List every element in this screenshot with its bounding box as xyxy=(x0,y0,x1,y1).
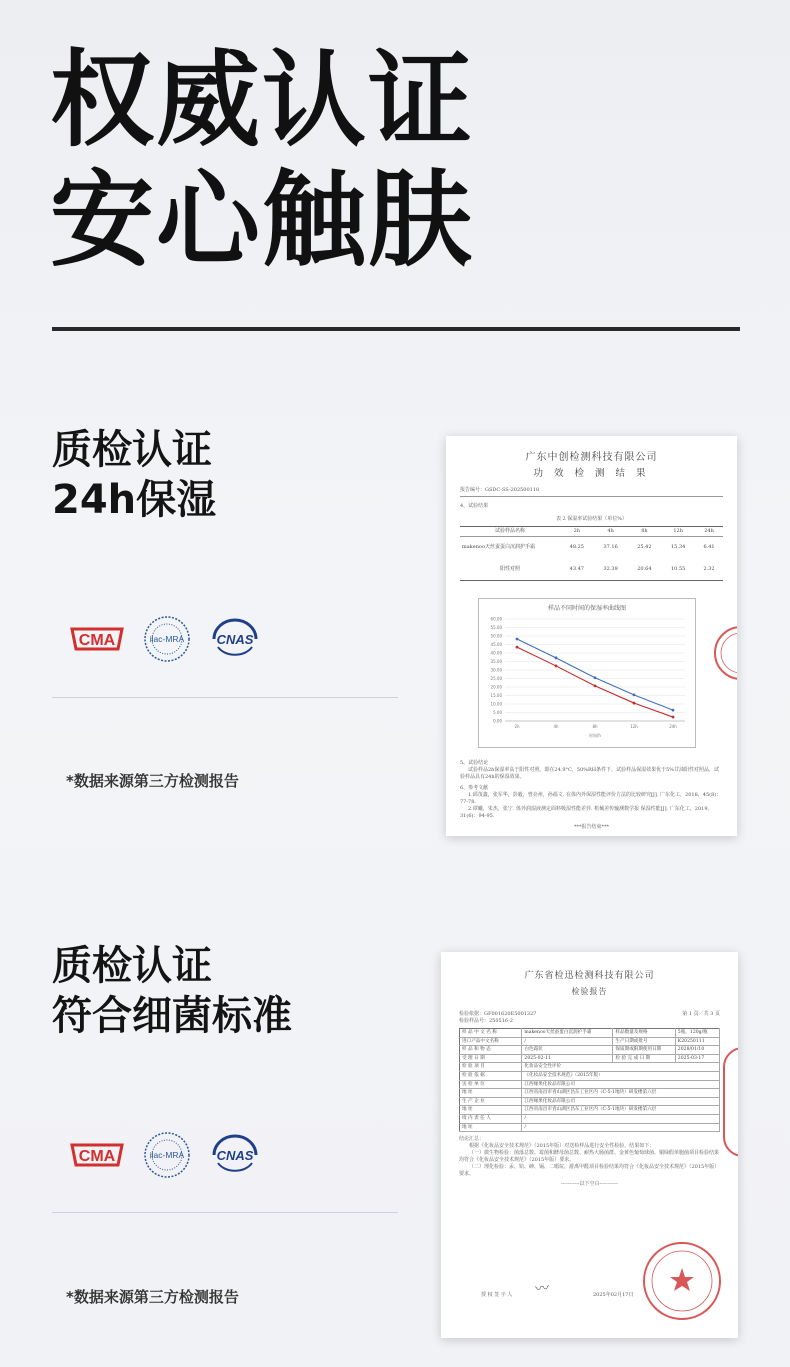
table-cell: 保质期或限期使用日期 xyxy=(613,1046,675,1055)
report1-table-title: 表 2 保湿率试验结果（单位%） xyxy=(555,516,628,522)
chart-data-point xyxy=(672,709,675,712)
chart-data-point xyxy=(594,676,597,679)
table-cell: 48.25 xyxy=(569,544,584,550)
table-cell: 样 品 中 文 名 称 xyxy=(460,1029,522,1038)
chart-x-axis-label: 时间/h xyxy=(589,733,601,738)
moisture-report-document xyxy=(446,436,737,836)
section1-title-1: 质检认证 xyxy=(52,427,212,473)
table-row xyxy=(460,558,723,580)
report2-result-3: （二）理化检验：汞、铅、砷、镉、二噁烷、游离甲醛项目检验结果均符合《化妆品安全技术规范》（2015年版）要求。 xyxy=(459,1164,720,1178)
table-cell: 20.64 xyxy=(637,565,652,572)
table-row xyxy=(460,1037,720,1046)
table-cell: 25.42 xyxy=(637,544,652,550)
table-cell: 受 理 日 期 xyxy=(460,1054,522,1063)
chart-series-line xyxy=(517,639,673,710)
cert-logos xyxy=(68,1130,262,1180)
ilac-mra-logo-icon xyxy=(142,614,192,664)
chart-y-tick-label: 0.00 xyxy=(493,718,502,724)
hero-line-1: 权威认证 xyxy=(50,39,475,161)
signature-icon: 〰 xyxy=(534,1280,550,1298)
chart-y-tick-label: 30.00 xyxy=(490,667,502,673)
section2-title-1: 质检认证 xyxy=(52,943,212,989)
table-cell: 江西缘果化妆品有限公司 xyxy=(522,1080,720,1089)
table-header-cell: 12h xyxy=(673,528,683,534)
table-cell: 地 址 xyxy=(460,1089,522,1098)
report1-conclusion: 试验样品2h保湿率高于阳性对照。即在24.9°C，50%RH条件下，试验样品保湿效果优于5%甘油阳性对照品，试验样品具有24h的保湿效果。 xyxy=(460,767,720,780)
table-cell: 2025-03-17 xyxy=(675,1054,719,1063)
table-cell: / xyxy=(522,1123,720,1132)
chart-y-tick-label: 25.00 xyxy=(490,676,502,681)
chart-x-tick-label: 12h xyxy=(630,724,638,729)
svg-text:CNAS: CNAS xyxy=(216,632,254,647)
chart-y-tick-label: 40.00 xyxy=(490,650,502,656)
table-cell: 江西省南昌市青山湖区昌东工业区内（C-5-1地块）研发楼第六层 xyxy=(522,1106,720,1115)
chart-data-point xyxy=(516,646,519,649)
hero-divider xyxy=(52,327,740,331)
table-row xyxy=(460,1123,720,1132)
report2-date: 2025年02月17日 xyxy=(593,1292,634,1298)
table-row xyxy=(460,1080,720,1089)
report1-section4: 4、试验结果 xyxy=(460,503,489,509)
table-cell: 32.39 xyxy=(603,565,618,572)
table-cell: 地 址 xyxy=(460,1106,522,1115)
stamp-star-icon xyxy=(647,1246,717,1316)
table-cell: 江西缘果化妆品有限公司 xyxy=(522,1097,720,1106)
table-cell: 样品数量及规格 xyxy=(613,1029,675,1038)
chart-data-point xyxy=(633,702,636,705)
table-header-cell: 24h xyxy=(704,528,714,534)
table-cell: 进口产品中文名称 xyxy=(460,1037,522,1046)
cnas-logo-icon xyxy=(208,617,262,661)
chart-y-tick-label: 5.00 xyxy=(493,710,502,715)
table-cell: 白色霜状 xyxy=(522,1046,613,1055)
report2-subtitle: 检验报告 xyxy=(571,987,608,996)
section1-title-2: 24h保湿 xyxy=(52,477,217,523)
table-cell: 检 验 依 据 xyxy=(460,1071,522,1080)
report1-subtitle: 功 效 检 测 结 果 xyxy=(533,468,650,479)
table-row xyxy=(460,1046,720,1055)
table-cell: 生 产 企 业 xyxy=(460,1097,522,1106)
report1-company: 广东中创检测科技有限公司 xyxy=(525,452,658,463)
table-header-cell: 2h xyxy=(573,528,581,534)
report2-info-table xyxy=(459,1028,720,1132)
report2-page: 第 1 页／共 3 页 xyxy=(682,1011,720,1017)
report2-blank: -----------以下空白----------- xyxy=(560,1181,619,1188)
report1-end: ***报告结束*** xyxy=(573,824,609,830)
moisture-chart xyxy=(478,598,696,748)
section1-divider xyxy=(52,697,398,698)
table-cell: 样 品 和 物 态 xyxy=(460,1046,522,1055)
report2-side-stamp xyxy=(723,1047,738,1157)
chart-y-tick-label: 10.00 xyxy=(490,701,502,707)
chart-y-tick-label: 50.00 xyxy=(490,633,502,639)
report1-ref-2: 2.谭曦，朱杰，张宁. 体外润湿液测定面料吸湿性能差异. 机械差传输测数学报 保湿性能[J]. 广东化工，2019，31(6)：94-95. xyxy=(460,806,713,819)
report2-company: 广东省检迅检测科技有限公司 xyxy=(524,971,655,981)
table-cell: 6.41 xyxy=(703,544,715,550)
report1-stamp xyxy=(714,626,737,680)
svg-text:ilac-MRA: ilac-MRA xyxy=(149,634,185,644)
table-cell: 10.55 xyxy=(671,565,686,572)
report2-stamp xyxy=(643,1242,721,1320)
report2-result-2: （一）微生物检验：菌落总数、霉菌和酵母菌总数、耐热大肠菌群、金黄色葡萄球菌、铜绿假单胞菌项目检验结果均符合《化妆品安全技术规范》（2015年版）要求。 xyxy=(459,1150,720,1164)
report1-ref-1: 1.邱茂鑫，张军华，彭毅，曾亮州，孙福文. 在体内外保湿性能评价方法的比较研究[J]. 广东化工，2018，45(8)：77-78. xyxy=(460,792,722,805)
table-header-cell: 8h xyxy=(641,528,648,534)
table-row xyxy=(460,1097,720,1106)
table-cell: 37.16 xyxy=(603,544,618,550)
chart-y-tick-label: 20.00 xyxy=(490,684,502,690)
table-row xyxy=(460,1063,720,1072)
table-cell: 2028/01/10 xyxy=(675,1046,719,1055)
table-cell: 送 检 单 位 xyxy=(460,1080,522,1089)
table-row xyxy=(460,1106,720,1115)
table-cell: 生产日期或批号 xyxy=(613,1037,675,1046)
chart-title: 样品不同时间的保湿率曲线图 xyxy=(547,605,626,612)
chart-data-point xyxy=(594,685,597,688)
cnas-logo-icon xyxy=(208,1133,262,1177)
hero-title xyxy=(50,40,474,280)
table-cell: 地 址 xyxy=(460,1123,522,1132)
report2-sample-no: 检验样品号：250516-2 xyxy=(459,1018,513,1024)
table-cell: 《化妆品安全技术规范》（2015年版） xyxy=(522,1071,720,1080)
table-cell: 阳性对照 xyxy=(499,565,520,572)
report1-ref-head: 6、参考文献 xyxy=(460,785,489,791)
table-cell: 检 验 完 成 日 期 xyxy=(613,1054,675,1063)
chart-y-tick-label: 55.00 xyxy=(490,625,502,630)
table-header-cell: 4h xyxy=(607,528,614,534)
chart-y-tick-label: 60.00 xyxy=(490,616,502,622)
report1-number: 报告编号：GSDC-SS-202500118 xyxy=(460,487,723,497)
chart-data-point xyxy=(516,638,519,641)
report1-conclusion-head: 5、试验结论 xyxy=(460,760,489,766)
report2-signer: 授 权 签 字 人 xyxy=(481,1292,513,1298)
table-cell: makenoo天丝蚕蛋白沉润护手霜 xyxy=(462,544,535,550)
report2-result-head: 结论汇总： xyxy=(459,1136,485,1143)
svg-text:CNAS: CNAS xyxy=(216,1148,254,1163)
cma-logo-icon xyxy=(68,1141,126,1169)
chart-x-tick-label: 2h xyxy=(514,724,520,729)
table-cell: 化妆品安全性评价 xyxy=(522,1063,720,1072)
bacteria-report-document xyxy=(441,952,738,1338)
hero-line-2: 安心触肤 xyxy=(50,159,475,281)
table-cell: 43.47 xyxy=(569,565,584,572)
chart-y-tick-label: 15.00 xyxy=(490,693,502,698)
section2-source-note: *数据来源第三方检测报告 xyxy=(66,1288,239,1306)
table-header-cell: 试验样品名称 xyxy=(494,528,525,534)
table-row xyxy=(460,1054,720,1063)
cert-logos xyxy=(68,614,262,664)
table-cell: 2025-02-11 xyxy=(522,1054,613,1063)
section1-source-note: *数据来源第三方检测报告 xyxy=(66,772,239,790)
report2-result-1: 根据《化妆品安全技术规范》（2015年版）对送检样品进行安全性检验，结果如下： xyxy=(469,1143,655,1150)
chart-data-point xyxy=(633,694,636,697)
chart-data-point xyxy=(555,656,558,659)
table-cell: 15.34 xyxy=(671,544,686,550)
table-cell: 2.32 xyxy=(703,565,715,572)
chart-y-tick-label: 45.00 xyxy=(490,642,502,647)
report2-number: 检验依据：GF001620E5001327 xyxy=(459,1011,537,1017)
table-cell: 江西省南昌市青山湖区昌东工业区内（C-5-1地块）研发楼第六层 xyxy=(522,1089,720,1098)
table-cell: makenoo天丝蚕蛋白沉润护手霜 xyxy=(522,1029,613,1038)
section2-title-2: 符合细菌标准 xyxy=(52,993,292,1039)
svg-text:ilac-MRA: ilac-MRA xyxy=(149,1150,185,1160)
report1-results-table xyxy=(460,526,723,581)
chart-x-tick-label: 4h xyxy=(553,724,559,729)
chart-plot xyxy=(479,613,695,745)
chart-series-line xyxy=(517,647,673,717)
table-row xyxy=(460,1114,720,1123)
cma-logo-icon xyxy=(68,625,126,653)
table-row xyxy=(460,536,723,558)
chart-x-tick-label: 24h xyxy=(669,724,677,729)
section2-divider xyxy=(52,1212,398,1213)
chart-y-tick-label: 35.00 xyxy=(490,659,502,664)
table-header-row xyxy=(460,527,723,537)
svg-text:CMA: CMA xyxy=(78,632,116,649)
ilac-mra-logo-icon xyxy=(142,1130,192,1180)
table-cell: / xyxy=(522,1114,720,1123)
chart-x-tick-label: 8h xyxy=(592,724,598,729)
chart-data-point xyxy=(672,716,675,719)
stamp-star-icon xyxy=(716,628,737,678)
table-row xyxy=(460,1071,720,1080)
table-cell: 检 验 项 目 xyxy=(460,1063,522,1072)
svg-text:CMA: CMA xyxy=(78,1148,116,1165)
table-cell: 境 内 责 任 人 xyxy=(460,1114,522,1123)
table-cell: K20250111 xyxy=(675,1037,719,1046)
table-row xyxy=(460,1089,720,1098)
table-row xyxy=(460,1029,720,1038)
table-cell: / xyxy=(522,1037,613,1046)
table-cell: 5瓶，120g/瓶 xyxy=(675,1029,719,1038)
chart-data-point xyxy=(555,665,558,668)
